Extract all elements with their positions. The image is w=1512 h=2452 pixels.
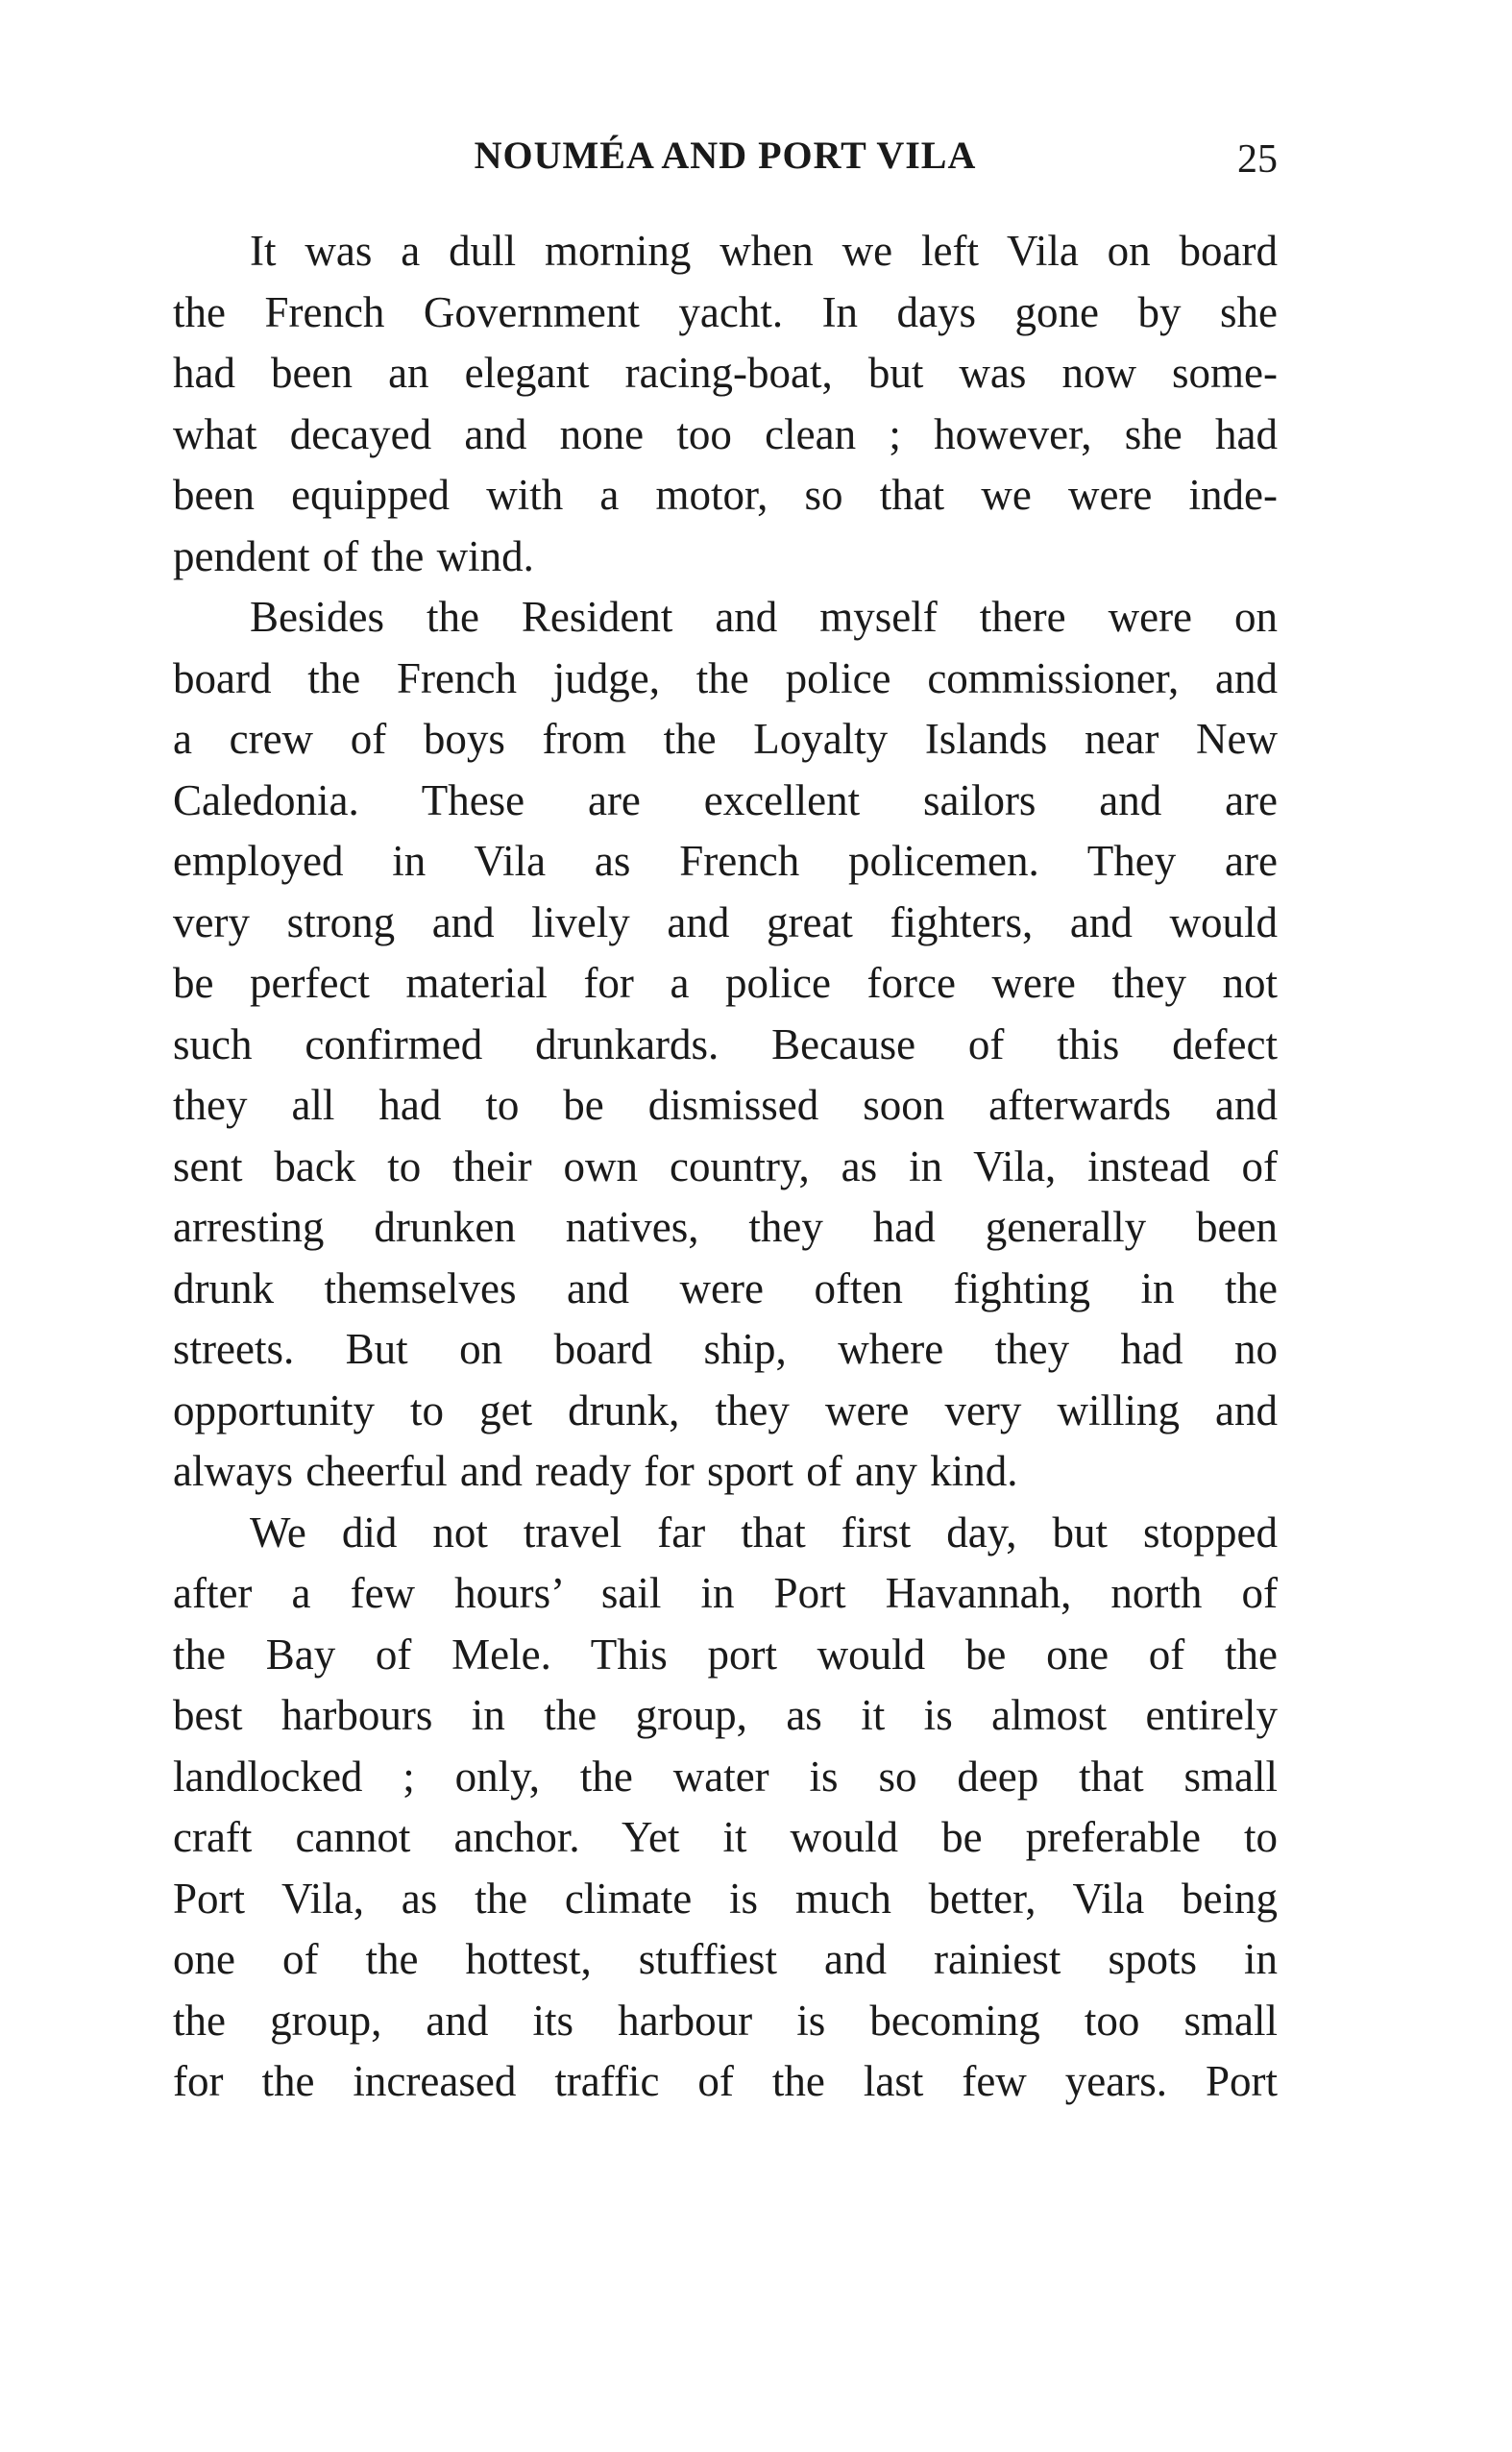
text-line: board the French judge, the police commissioner, and bbox=[173, 653, 1278, 702]
text-line: a crew of boys from the Loyalty Islands near New bbox=[173, 715, 1278, 763]
text-line: the French Government yacht. In days gone by she bbox=[173, 287, 1278, 336]
text-line: arresting drunken natives, they had generally been bbox=[173, 1203, 1278, 1251]
text-line: such confirmed drunkards. Because of this defect bbox=[173, 1019, 1278, 1068]
text-line: one of the hottest, stuffiest and rainiest spots in bbox=[173, 1935, 1278, 1983]
text-line: after a few hours’ sail in Port Havannah, north of bbox=[173, 1569, 1278, 1617]
running-title: NOUMÉA AND PORT VILA bbox=[474, 134, 977, 177]
text-line: Port Vila, as the climate is much better, Vila being bbox=[173, 1874, 1278, 1923]
text-line: opportunity to get drunk, they were very willing and bbox=[173, 1385, 1278, 1434]
text-line: drunk themselves and were often fighting in the bbox=[173, 1263, 1278, 1312]
text-line: be perfect material for a police force were they not bbox=[173, 959, 1278, 1007]
text-line: what decayed and none too clean ; however, she had bbox=[173, 409, 1278, 458]
text-line: craft cannot anchor. Yet it would be preferable to bbox=[173, 1813, 1278, 1861]
text-line: always cheerful and ready for sport of any kind. bbox=[173, 1447, 1018, 1495]
text-line: We did not travel far that first day, but stopped bbox=[250, 1508, 1278, 1557]
text-line: had been an elegant racing-boat, but was now some- bbox=[173, 349, 1278, 397]
text-line: Besides the Resident and myself there were on bbox=[250, 593, 1278, 641]
text-line: the Bay of Mele. This port would be one of the bbox=[173, 1630, 1278, 1679]
running-head bbox=[173, 133, 1278, 190]
text-line: It was a dull morning when we left Vila on board bbox=[250, 227, 1278, 275]
text-line: best harbours in the group, as it is almost entirely bbox=[173, 1691, 1278, 1739]
page-number: 25 bbox=[1237, 137, 1278, 182]
text-line: streets. But on board ship, where they had no bbox=[173, 1325, 1278, 1373]
text-line: they all had to be dismissed soon afterwards and bbox=[173, 1081, 1278, 1129]
text-line: been equipped with a motor, so that we were inde- bbox=[173, 471, 1278, 519]
text-line: pendent of the wind. bbox=[173, 531, 534, 580]
body-text bbox=[173, 221, 1278, 2113]
text-line: very strong and lively and great fighters, and would bbox=[173, 897, 1278, 946]
text-line: sent back to their own country, as in Vila, instead of bbox=[173, 1141, 1278, 1190]
text-line: Caledonia. These are excellent sailors and are bbox=[173, 775, 1278, 824]
text-line: for the increased traffic of the last few years. Port bbox=[173, 2057, 1278, 2105]
text-line: the group, and its harbour is becoming too small bbox=[173, 1996, 1278, 2045]
text-line: landlocked ; only, the water is so deep that small bbox=[173, 1752, 1278, 1801]
text-line: employed in Vila as French policemen. They are bbox=[173, 837, 1278, 885]
